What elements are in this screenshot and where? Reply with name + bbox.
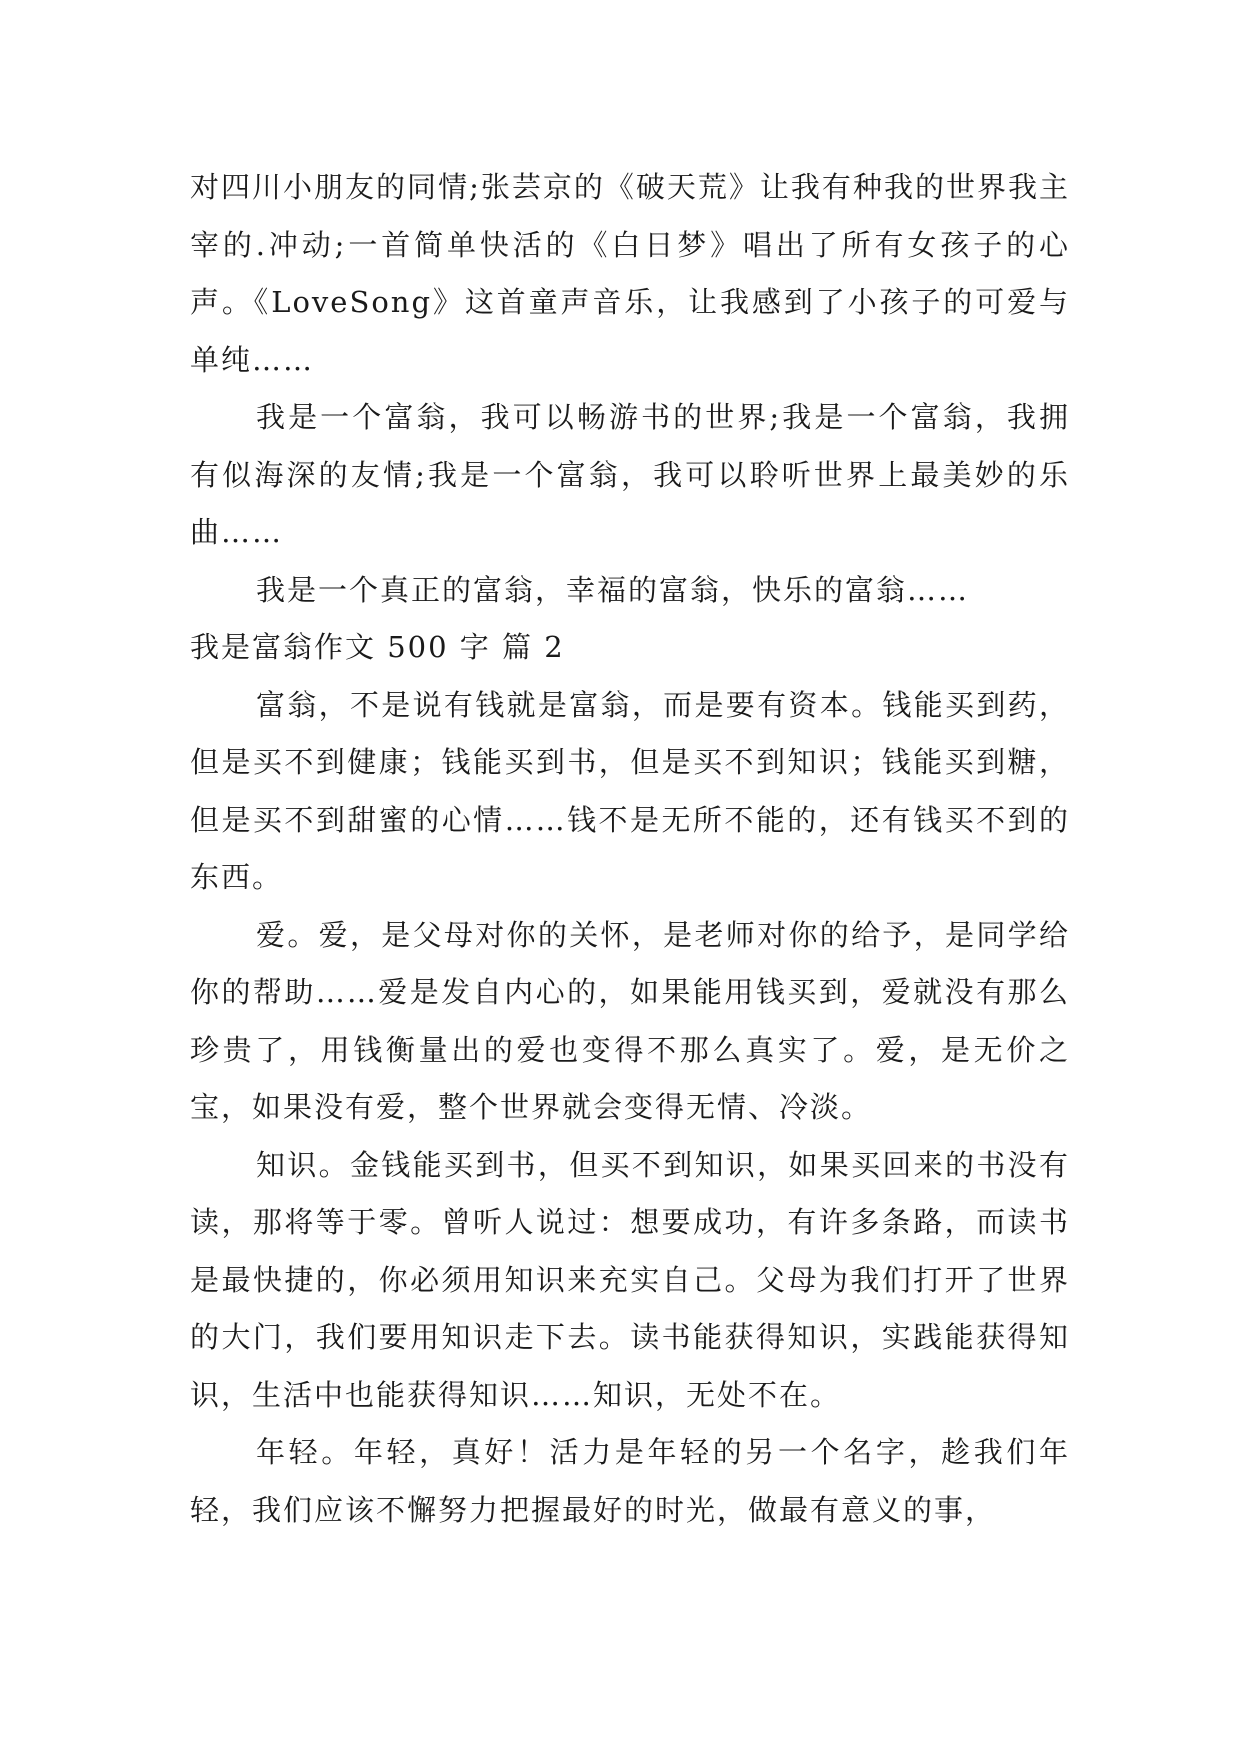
paragraph-continuation: 对四川小朋友的同情;张芸京的《破天荒》让我有种我的世界我主宰的.冲动;一首简单快活的《白日梦》唱出了所有女孩子的心声。《LoveSong》这首童声音乐，让我感到了小孩子的可爱与单纯……	[190, 170, 1070, 377]
paragraph-rich-man-2: 我是一个真正的富翁，幸福的富翁，快乐的富翁……	[256, 572, 970, 607]
document-body	[190, 159, 1070, 1539]
paragraph-knowledge: 知识。金钱能买到书，但买不到知识，如果买回来的书没有读，那将等于零。曾听人说过：想要成功，有许多条路，而读书是最快捷的，你必须用知识来充实自己。父母为我们打开了世界的大门，我们要用知识走下去。读书能获得知识，实践能获得知识，生活中也能获得知识……知识，无处不在。	[190, 1147, 1070, 1412]
paragraph-youth: 年轻。年轻，真好！活力是年轻的另一个名字，趁我们年轻，我们应该不懈努力把握最好的时光，做最有意义的事，	[190, 1435, 1070, 1527]
paragraph-love: 爱。爱，是父母对你的关怀，是老师对你的给予，是同学给你的帮助……爱是发自内心的，如果能用钱买到，爱就没有那么珍贵了，用钱衡量出的爱也变得不那么真实了。爱，是无价之宝，如果没有爱，整个世界就会变得无情、冷淡。	[190, 917, 1070, 1124]
paragraph-rich-man-1: 我是一个富翁，我可以畅游书的世界;我是一个富翁，我拥有似海深的友情;我是一个富翁，我可以聆听世界上最美妙的乐曲……	[190, 400, 1070, 549]
paragraph-money: 富翁，不是说有钱就是富翁，而是要有资本。钱能买到药，但是买不到健康；钱能买到书，但是买不到知识；钱能买到糖，但是买不到甜蜜的心情……钱不是无所不能的，还有钱买不到的东西。	[190, 687, 1070, 894]
essay-heading: 我是富翁作文 500 字 篇 2	[190, 630, 565, 664]
